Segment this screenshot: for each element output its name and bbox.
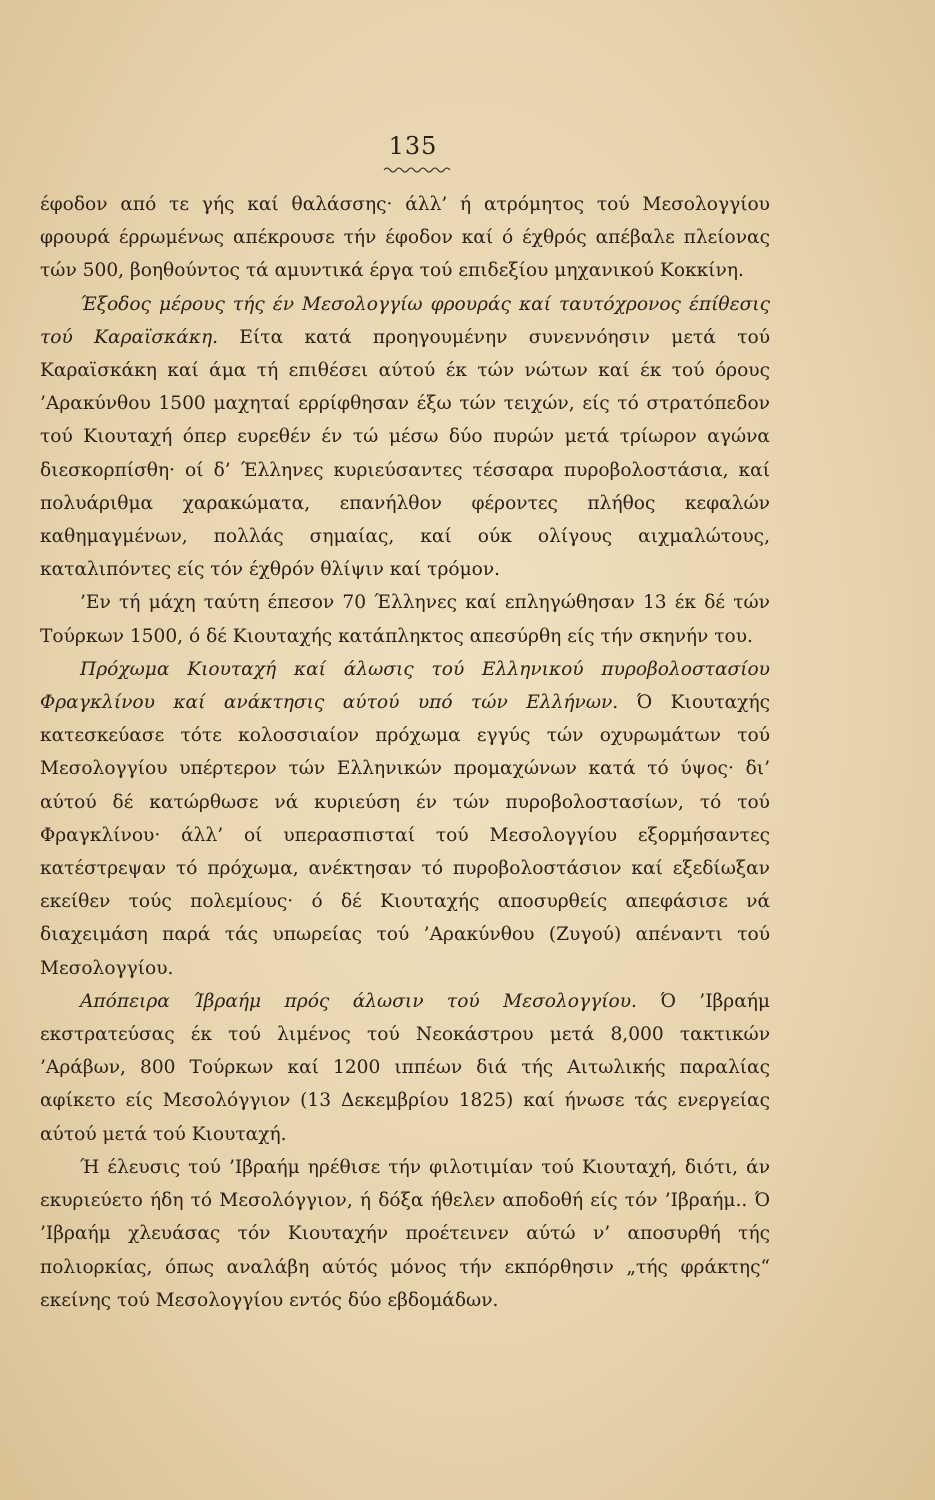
paragraph-1	[40, 188, 770, 288]
paragraph-4-text: Ό Κιουταχής κατεσκεύασε τότε κολοσσιαίον πρόχωμα εγγύς τών οχυρωμάτων τού Μεσολογγίου υπέρτερον τών Ελληνικών προμαχώνων κατά τό ύψος· δι’ αύτού δέ κατώρθωσε νά κυριεύση έν τών πυροβολοστασίων, τό τού Φραγκλίνου· άλλ’ οί υπερασπισταί τού Μεσολογγίου εξορμήσαντες κατέστρεψαν τό πρόχωμα, ανέκτησαν τό πυροβολοστάσιον καί εξεδίωξαν εκείθεν τούς πολεμίους· ό δέ Κιουταχής αποσυρθείς απεφάσισε νά διαχειμάση παρά τάς υπωρείας τού ’Αρακύνθου (Ζυγού) απέναντι τού Μεσολογγίου.	[40, 692, 771, 979]
page-number: 135	[388, 132, 438, 160]
body-text	[40, 188, 770, 1317]
paragraph-1-text: έφοδον από τε γής καί θαλάσσης· άλλ’ ή ατρόμητος τού Μεσολογγίου φρουρά έρρωμένως απέκρουσε τήν έφοδον καί ό έχθρός απέβαλε πλείονας τών 500, βοηθούντος τά αμυντικά έργα τού επιδεξίου μηχανικού Κοκκίνη.	[40, 194, 770, 282]
wavy-rule-ornament	[383, 166, 453, 174]
paragraph-4	[40, 653, 770, 985]
paragraph-5-text: Ό ’Ιβραήμ εκστρατεύσας έκ τού λιμένος τού Νεοκάστρου μετά 8,000 τακτικών ’Αράβων, 800 Τούρκων καί 1200 ιππέων διά τής Αιτωλικής παραλίας αφίκετο είς Μεσολόγγιον (13 Δεκεμβρίου 1825) καί ήνωσε τάς ενεργείας αύτού μετά τού Κιουταχή.	[40, 990, 771, 1145]
paragraph-2-text: Είτα κατά προηγουμένην συνεννόησιν μετά τού Καραϊσκάκη καί άμα τή επιθέσει αύτού έκ τών νώτων καί έκ τού όρους ’Αρακύνθου 1500 μαχηταί ερρίφθησαν έξω τών τειχών, είς τό στρατόπεδον τού Κιουταχή όπερ ευρεθέν έν τώ μέσω δύο πυρών μετά τρίωρον αγώνα διεσκορπίσθη· οί δ’ Έλληνες κυριεύσαντες τέσσαρα πυροβολοστάσια, καί πολυάριθμα χαρακώματα, επανήλθον φέροντες πλήθος κεφαλών καθημαγμένων, πολλάς σημαίας, καί ούκ ολίγους αιχμαλώτους, καταλιπόντες είς τόν έχθρόν θλίψιν καί τρόμον.	[40, 326, 770, 581]
paragraph-6	[40, 1151, 770, 1317]
section-heading-embankment: Πρόχωμα Κιουταχή καί άλωσις τού Ελληνικού πυροβολοστασίου Φραγκλίνου καί ανάκτησις αύτού υπό τών Ελλήνων.	[40, 658, 770, 714]
paragraph-3	[40, 586, 770, 652]
paragraph-3-text: ’Εν τή μάχη ταύτη έπεσον 70 Έλληνες καί επληγώθησαν 13 έκ δέ τών Τούρκων 1500, ό δέ Κιουταχής κατάπληκτος απεσύρθη είς τήν σκηνήν του.	[40, 592, 770, 647]
paragraph-2	[40, 288, 770, 587]
paragraph-5	[40, 985, 770, 1151]
section-heading-ibrahim-attempt: Απόπειρα Ίβραήμ πρός άλωσιν τού Μεσολογγίου.	[80, 990, 637, 1012]
paragraph-6-text: Ή έλευσις τού ’Ιβραήμ ηρέθισε τήν φιλοτιμίαν τού Κιουταχή, διότι, άν εκυριεύετο ήδη τό Μεσολόγγιον, ή δόξα ήθελεν αποδοθή είς τόν ’Ιβραήμ.. Ό ’Ιβραήμ χλευάσας τόν Κιουταχήν προέτεινεν αύτώ ν’ αποσυρθή τής πολιορκίας, όπως αναλάβη αύτός μόνος τήν εκπόρθησιν „τής φράκτης“ εκείνης τού Μεσολογγίου εντός δύο εβδομάδων.	[40, 1156, 770, 1311]
section-heading-sortie: Έξοδος μέρους τής έν Μεσολογγίω φρουράς καί ταυτόχρονος έπίθεσις τού Καραϊσκάκη.	[40, 293, 770, 348]
